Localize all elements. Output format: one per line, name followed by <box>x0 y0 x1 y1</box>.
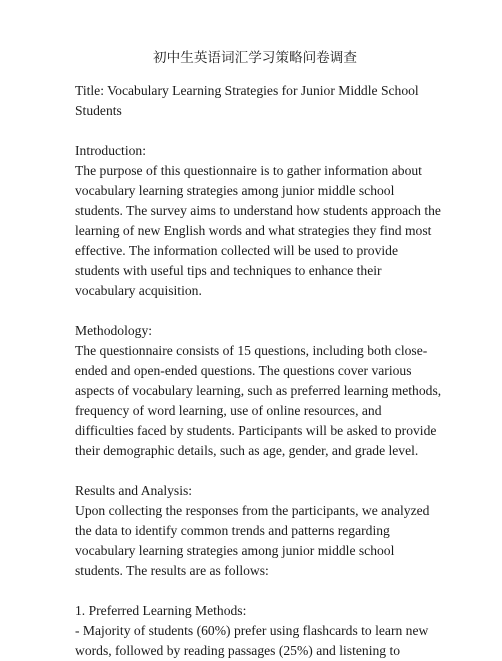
body-line: effective. The information collected will be used to provide <box>75 243 398 258</box>
body-line: - Majority of students (60%) prefer using flashcards to learn new <box>75 623 429 638</box>
body-line: the data to identify common trends and patterns regarding <box>75 523 390 538</box>
body-line: vocabulary learning strategies among junior middle school <box>75 543 395 558</box>
body-line: vocabulary acquisition. <box>75 283 202 298</box>
body-line: their demographic details, such as age, gender, and grade level. <box>75 443 419 458</box>
section-label: 1. Preferred Learning Methods: <box>75 603 247 618</box>
body-line: The questionnaire consists of 15 questions, including both close- <box>75 343 428 358</box>
document-page <box>75 48 442 661</box>
body-line: words, followed by reading passages (25%) and listening to <box>75 643 401 658</box>
body-line: Upon collecting the responses from the participants, we analyzed <box>75 503 430 518</box>
section-label: Methodology: <box>75 323 153 338</box>
title-line: Students <box>75 103 122 118</box>
title-line: Title: Vocabulary Learning Strategies for Junior Middle School <box>75 83 419 98</box>
introduction-section <box>75 141 441 301</box>
body-line: frequency of word learning, use of online resources, and <box>75 403 382 418</box>
body-line: ended and open-ended questions. The questions cover various <box>75 363 412 378</box>
section-label: Results and Analysis: <box>75 483 193 498</box>
body-line: aspects of vocabulary learning, such as preferred learning methods, <box>75 383 442 398</box>
body-line: students with useful tips and techniques to enhance their <box>75 263 382 278</box>
results-section <box>75 481 435 581</box>
methodology-section <box>75 321 442 461</box>
body-line: The purpose of this questionnaire is to gather information about <box>75 163 422 178</box>
document-heading: 初中生英语词汇学习策略问卷调查 <box>153 50 357 65</box>
body-line: students. The results are as follows: <box>75 563 269 578</box>
section-label: Introduction: <box>75 143 146 158</box>
body-line: learning of new English words and what strategies they find most <box>75 223 432 238</box>
body-line: students. The survey aims to understand how students approach the <box>75 203 441 218</box>
title-paragraph <box>75 81 435 121</box>
preferred-methods-section <box>75 601 435 661</box>
body-line: difficulties faced by students. Participants will be asked to provide <box>75 423 437 438</box>
body-line: vocabulary learning strategies among junior middle school <box>75 183 395 198</box>
